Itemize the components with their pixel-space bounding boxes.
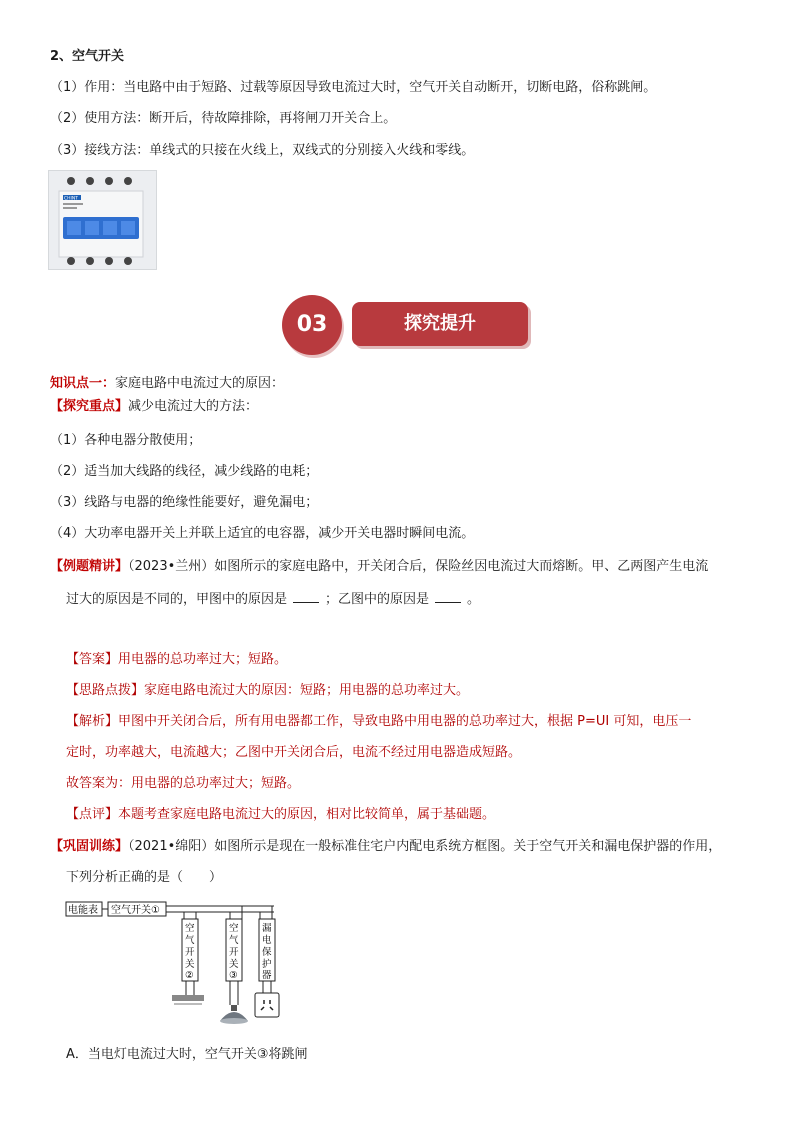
list-item: （3）接线方法：单线式的只接在火线上，双线式的分别接入火线和零线。 [50,143,475,158]
practice-text: （2021•绵阳）如图所示是现在一般标准住宅户内配电系统方框图。关于空气开关和漏电保护器的作用， [128,839,722,854]
list-item: （1）作用：当电路中由于短路、过载等原因导致电流过大时，空气开关自动断开，切断电路，俗称跳闸。 [50,80,657,95]
example-line-1 [50,558,708,576]
answer-blank-1 [293,590,319,603]
branch2-char: ③ [229,970,238,981]
answer-line [66,651,287,669]
practice-label: 【巩固训练】 [50,839,129,854]
practice-line-2: 下列分析正确的是（ ） [66,870,223,885]
list-item: （3）线路与电器的绝缘性能要好，避免漏电； [50,495,319,510]
analysis-text: 甲图中开关闭合后，所有用电器都工作，导致电路中用电器的总功率过大，根据 P=UI 可知，电压一 [118,714,692,729]
socket-icon [255,993,279,1017]
answer-blank-2 [435,590,461,603]
comment-line [66,806,495,824]
example-text: （2023•兰州）如图所示的家庭电路中，开关闭合后，保险丝因电流过大而熔断。甲、乙两图产生电流 [128,559,709,574]
example-line-2 [66,590,480,609]
brand-logo: CHINT [64,196,78,202]
circuit-breaker-photo [48,170,157,270]
analysis-line-1 [66,713,691,731]
list-item: （2）适当加大线路的线径，减少线路的电耗； [50,464,319,479]
branch2-char: 关 [229,959,239,970]
analysis-label: 【解析】 [66,714,119,729]
branch1-char: ② [185,970,194,981]
branch2-char: 开 [229,947,239,958]
analysis-line-2: 定时，功率越大，电流越大；乙图中开关闭合后，电流不经过用电器造成短路。 [66,745,522,760]
list-item: （2）使用方法：断开后，待故障排除，再将闸刀开关合上。 [50,111,397,126]
focus-text: 减少电流过大的方法： [128,399,259,414]
air-conditioner-icon [172,995,204,1005]
example-label: 【例题精讲】 [50,559,129,574]
branch2-char: 空 [229,923,239,934]
lamp-icon [220,1005,248,1024]
branch3-char: 器 [262,970,272,981]
focus-label: 【探究重点】 [50,399,129,414]
list-item: （4）大功率电器开关上并联上适宜的电容器，减少开关电器时瞬间电流。 [50,526,475,541]
comment-label: 【点评】 [66,807,119,822]
practice-line-1 [50,838,721,856]
branch3-char: 电 [262,935,272,946]
example-text-c: 。 [467,592,481,607]
branch3-char: 护 [262,959,272,970]
example-text-a: 过大的原因是不同的，甲图中的原因是 [66,592,288,607]
conclusion-line: 故答案为：用电器的总功率过大；短路。 [66,776,301,791]
meter-label: 电能表 [68,905,98,916]
knowledge-point-text: 家庭电路中电流过大的原因： [115,376,285,391]
main-switch-label: 空气开关① [111,905,160,916]
branch1-char: 关 [185,959,195,970]
branch3-char: 保 [262,947,272,958]
hint-line [66,682,469,700]
knowledge-point [50,375,284,393]
knowledge-point-label: 知识点一： [50,376,116,391]
list-item: （1）各种电器分散使用； [50,433,202,448]
answer-text: 用电器的总功率过大；短路。 [118,652,288,667]
comment-text: 本题考查家庭电路电流过大的原因，相对比较简单，属于基础题。 [118,807,496,822]
branch1-char: 空 [185,923,195,934]
section-banner: 探究提升 [352,302,528,346]
example-text-b: ；乙图中的原因是 [325,592,430,607]
distribution-diagram [64,897,294,1041]
branch3-char: 漏 [262,923,272,934]
branch1-char: 开 [185,947,195,958]
option-a: A．当电灯电流过大时，空气开关③将跳闸 [66,1047,308,1062]
branch1-char: 气 [185,935,195,946]
branch2-char: 气 [229,935,239,946]
answer-label: 【答案】 [66,652,119,667]
hint-label: 【思路点拨】 [66,683,145,698]
focus-line [50,398,258,416]
hint-text: 家庭电路电流过大的原因：短路；用电器的总功率过大。 [144,683,470,698]
section-number-badge: 03 [282,295,342,355]
section-title: 2、空气开关 [50,49,125,64]
